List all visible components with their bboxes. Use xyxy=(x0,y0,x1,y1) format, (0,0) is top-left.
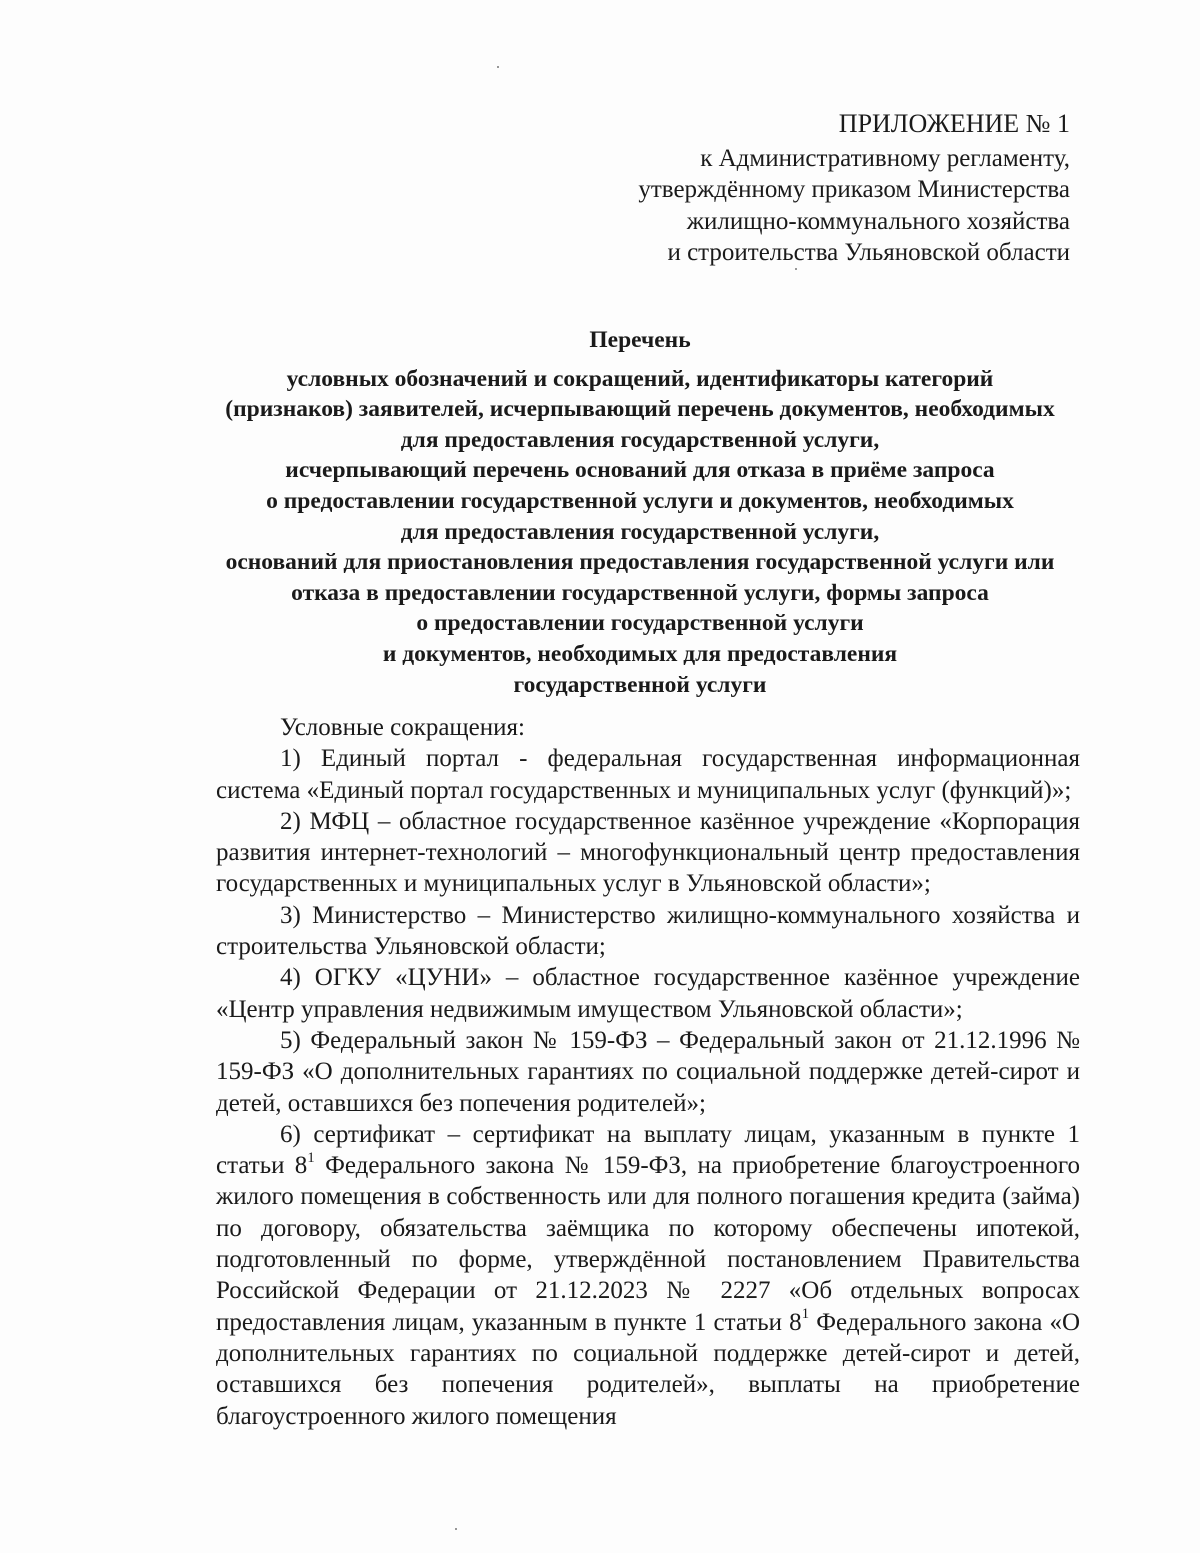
title-line: Перечень xyxy=(589,327,691,353)
item-text: 6) сертификат – сертификат на выплату лицам, указанным в пункте 1 статьи 8 xyxy=(216,1120,1080,1180)
document-body xyxy=(216,712,1080,1432)
item-text: Федерального закона № 159-ФЗ, на приобретение благоустроенного жилого помещения в собственность или для полного погашения кредита (займа) по договору, обязательства заёмщика по которому обеспечены ипотекой, подготовленный по форме, утверждённой постановлением Правительства Российской Федерации от 21.12.2023 № 2227 «Об отдельных вопросах предоставления лицам, указанным в пункте 1 статьи 8 xyxy=(216,1152,1080,1336)
abbreviation-item: 1) Единый портал - федеральная государственная информационная система «Единый портал государственных и муниципальных услуг (функций)»; xyxy=(216,745,1080,804)
appendix-line: и строительства Ульяновской области xyxy=(667,239,1070,266)
abbreviation-item: 4) ОГКУ «ЦУНИ» – областное государственное казённое учреждение «Центр управления недвижимым имуществом Ульяновской области»; xyxy=(216,964,1080,1023)
title-line: условных обозначений и сокращений, идентификаторы категорий xyxy=(286,365,994,392)
title-line: исчерпывающий перечень оснований для отказа в приёме запроса xyxy=(285,457,995,484)
appendix-header xyxy=(510,108,1070,269)
abbreviations-intro: Условные сокращения: xyxy=(280,714,525,741)
title-line: и документов, необходимых для предоставления xyxy=(382,640,898,667)
title-line: оснований для приостановления предоставления государственной услуги или xyxy=(225,549,1055,576)
title-line: отказа в предоставлении государственной услуги, формы запроса xyxy=(291,579,989,606)
item-text: Федерального закона «О дополнительных гарантиях по социальной поддержке детей-сирот и детей, оставшихся без попечения родителей», выплаты на приобретение благоустроенного жилого помещения xyxy=(216,1308,1080,1430)
abbreviation-item: 5) Федеральный закон № 159-ФЗ – Федеральный закон от 21.12.1996 № 159-ФЗ «О дополнительных гарантиях по социальной поддержке детей-сирот и детей, оставшихся без попечения родителей»; xyxy=(216,1026,1080,1117)
scan-speck xyxy=(455,1528,457,1530)
appendix-line: к Административному регламенту, xyxy=(700,144,1070,172)
scan-speck xyxy=(497,66,499,68)
title-line: (признаков) заявителей, исчерпывающий перечень документов, необходимых xyxy=(225,396,1055,423)
title-line: о предоставлении государственной услуги и документов, необходимых xyxy=(266,487,1014,514)
appendix-line: утверждённому приказом Министерства xyxy=(638,176,1070,203)
title-line: для предоставления государственной услуги, xyxy=(400,518,880,545)
title-line: о предоставлении государственной услуги xyxy=(416,610,864,637)
document-title xyxy=(180,325,1100,700)
title-line: государственной услуги xyxy=(513,671,767,698)
superscript: 1 xyxy=(801,1306,810,1323)
abbreviation-item xyxy=(216,1119,1080,1432)
abbreviation-item: 2) МФЦ – областное государственное казённое учреждение «Корпорация развития интернет-технологий – многофункциональный центр предоставления государственных и муниципальных услуг в Ульяновской области»; xyxy=(216,807,1080,898)
appendix-line: жилищно-коммунального хозяйства xyxy=(686,207,1070,235)
superscript: 1 xyxy=(307,1149,315,1166)
title-line: для предоставления государственной услуги, xyxy=(400,426,880,453)
abbreviation-item: 3) Министерство – Министерство жилищно-коммунального хозяйства и строительства Ульяновской области; xyxy=(216,901,1080,961)
appendix-number: ПРИЛОЖЕНИЕ № 1 xyxy=(838,109,1070,138)
